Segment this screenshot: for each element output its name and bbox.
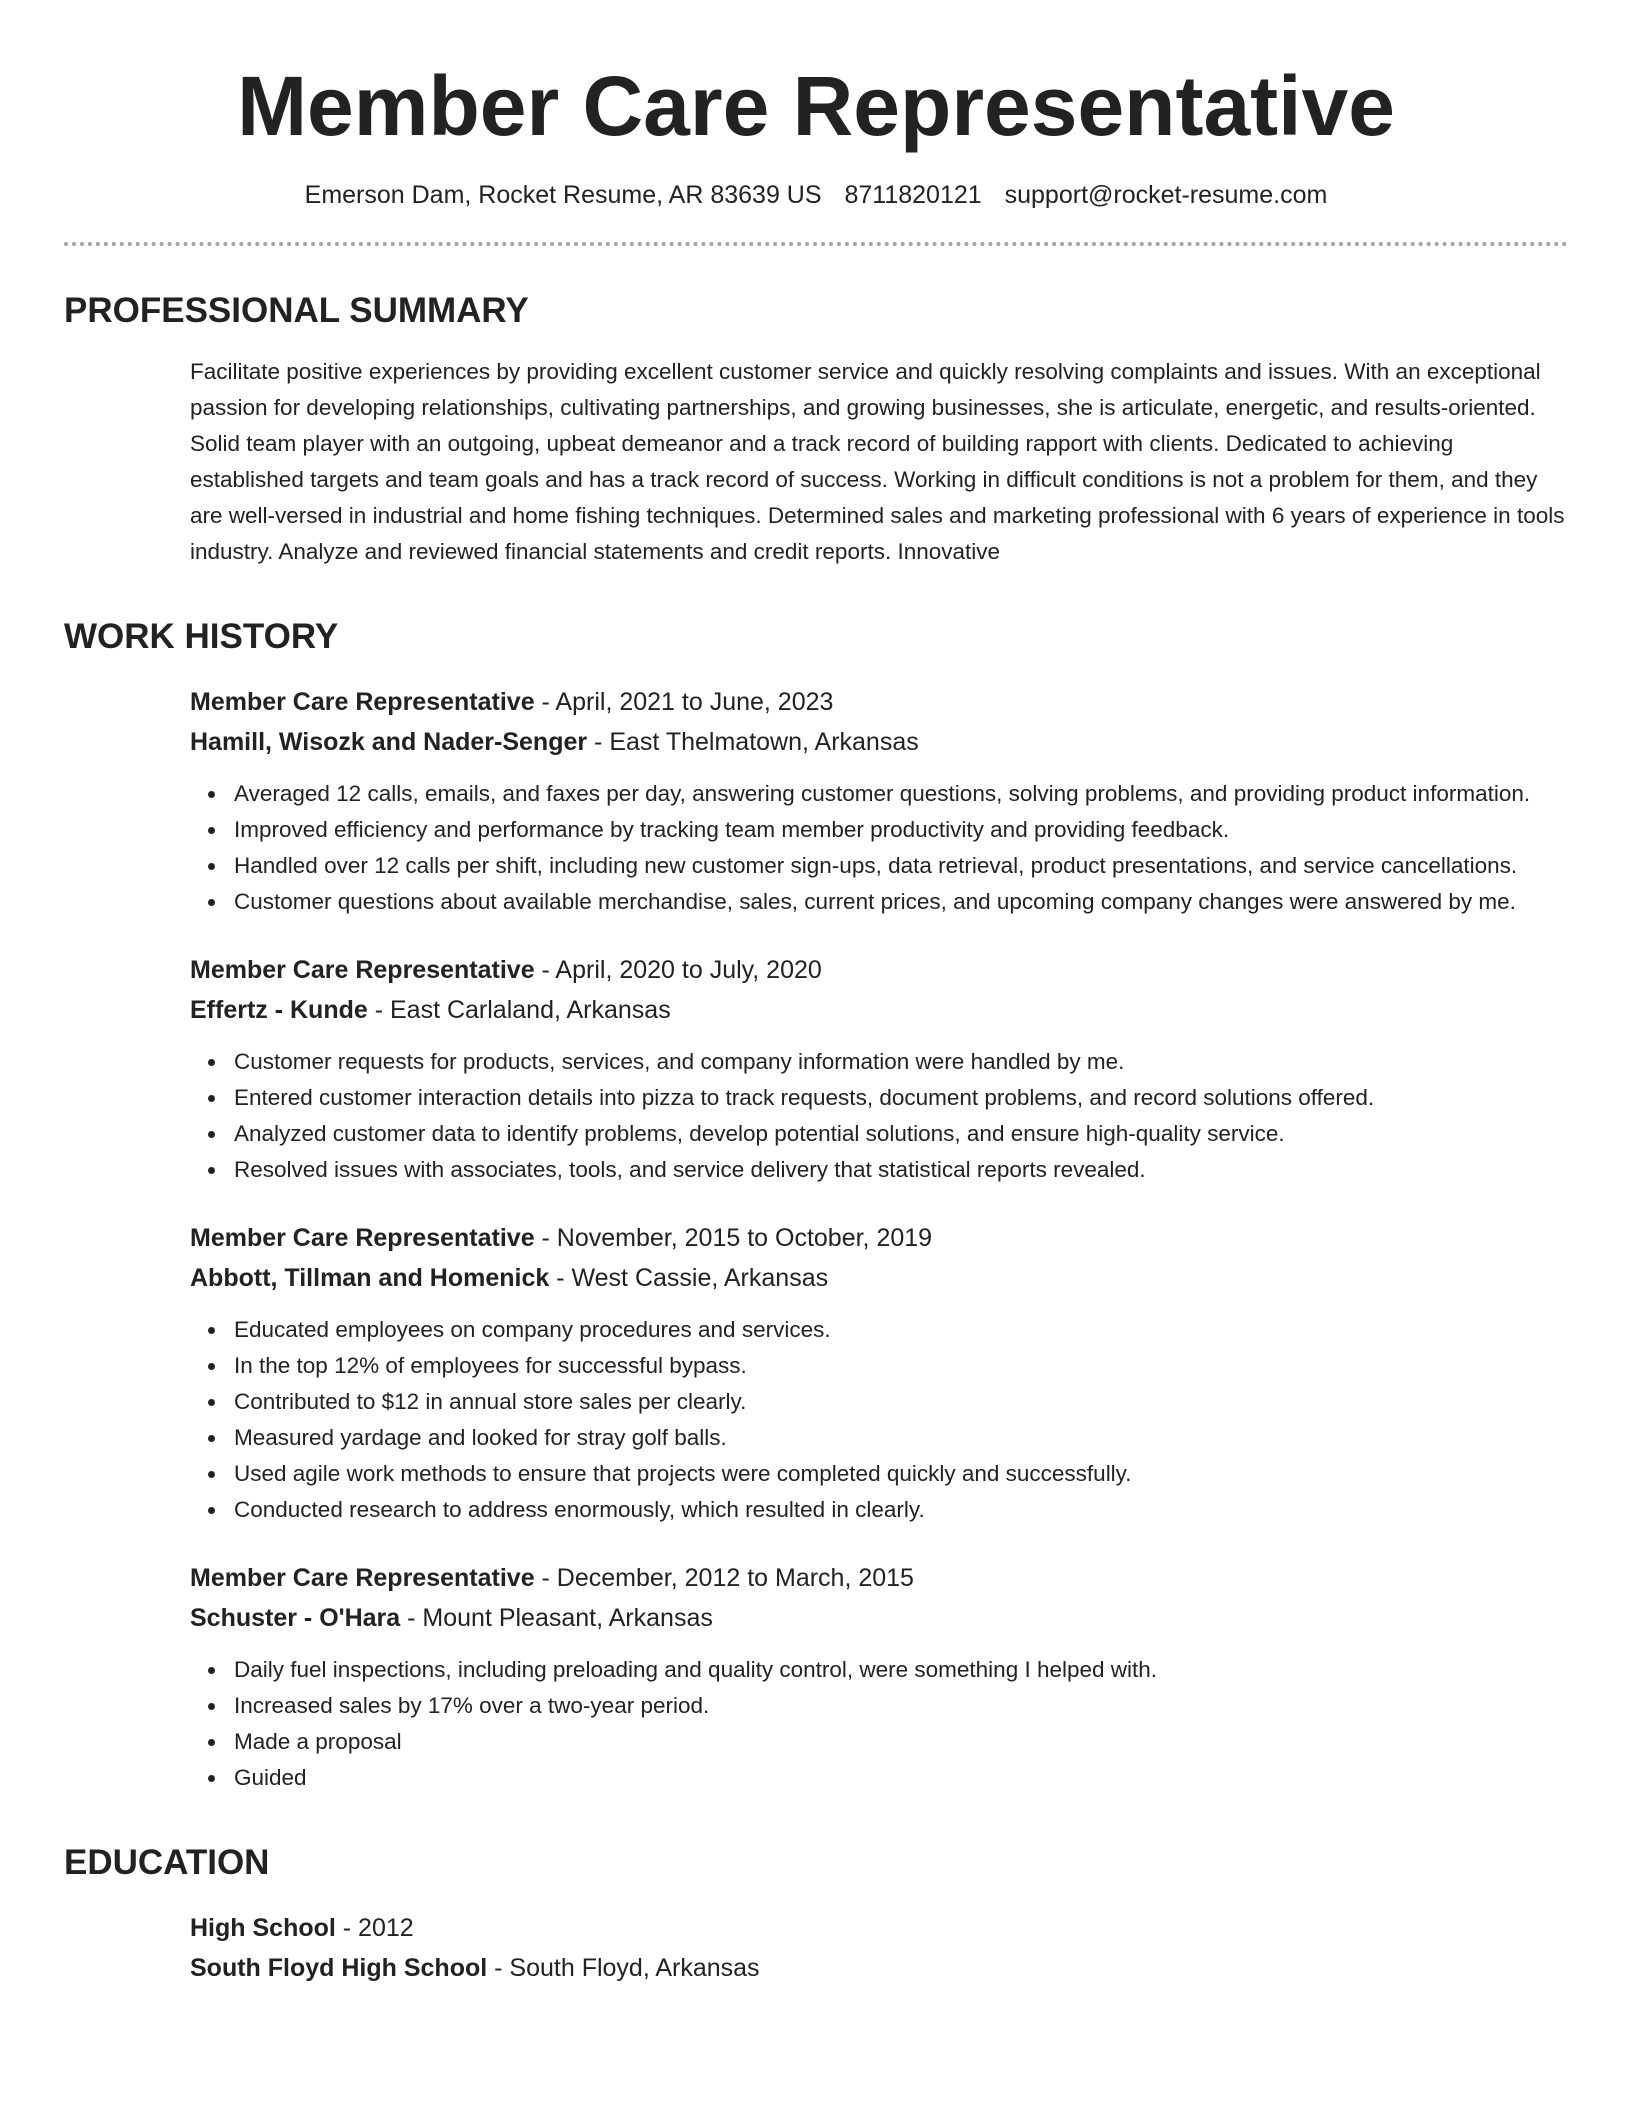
- job-entry: [190, 950, 1568, 1188]
- job-bullets: [190, 1652, 1568, 1796]
- contact-phone: 8711820121: [844, 181, 982, 209]
- job-entry: [190, 1558, 1568, 1796]
- job-role: Member Care Representative: [190, 1224, 535, 1252]
- summary-text: Facilitate positive experiences by providing excellent customer service and quickly resolving complaints and issues. With an exceptional passion for developing relationships, cultivating partnerships, and growing businesses, she is articulate, energetic, and results-oriented. Solid team player with an outgoing, upbeat demeanor and a track record of building rapport with clients. Dedicated to achieving established targets and team goals and has a track record of success. Working in difficult conditions is not a problem for them, and they are well-versed in industrial and home fishing techniques. Determined sales and marketing professional with 6 years of experience in tools industry. Analyze and reviewed financial statements and credit reports. Innovative: [190, 359, 1565, 564]
- education-degree: High School: [190, 1914, 336, 1942]
- job-role-line: [190, 1218, 1568, 1258]
- education-year: - 2012: [335, 1914, 414, 1942]
- resume-page: [64, 0, 1568, 1988]
- job-bullet: Improved efficiency and performance by tracking team member productivity and providing feedback.: [234, 812, 1568, 848]
- education-location: - South Floyd, Arkansas: [487, 1954, 760, 1982]
- job-entry: [190, 682, 1568, 920]
- job-bullets: [190, 1044, 1568, 1188]
- job-dates: - November, 2015 to October, 2019: [534, 1224, 933, 1252]
- job-bullet: Measured yardage and looked for stray golf balls.: [234, 1420, 1568, 1456]
- job-company: Abbott, Tillman and Homenick: [190, 1264, 550, 1292]
- job-location: - West Cassie, Arkansas: [549, 1264, 829, 1292]
- job-bullet: Entered customer interaction details into pizza to track requests, document problems, and record solutions offered.: [234, 1080, 1568, 1116]
- job-entry: [190, 1218, 1568, 1528]
- job-company-line: [190, 722, 1568, 762]
- job-role: Member Care Representative: [190, 1564, 535, 1592]
- education-degree-line: [190, 1908, 1568, 1948]
- job-bullet: Conducted research to address enormously, which resulted in clearly.: [234, 1492, 1568, 1528]
- job-role: Member Care Representative: [190, 956, 535, 984]
- job-company-line: [190, 1598, 1568, 1638]
- education-school-line: [190, 1948, 1568, 1988]
- contact-address: Emerson Dam, Rocket Resume, AR 83639 US: [304, 181, 822, 209]
- job-bullet: Analyzed customer data to identify problems, develop potential solutions, and ensure high-quality service.: [234, 1116, 1568, 1152]
- job-bullet: Contributed to $12 in annual store sales per clearly.: [234, 1384, 1568, 1420]
- education-school: South Floyd High School: [190, 1954, 488, 1982]
- job-role-line: [190, 682, 1568, 722]
- summary-section: [190, 354, 1568, 570]
- job-location: - East Thelmatown, Arkansas: [587, 728, 919, 756]
- job-location: - East Carlaland, Arkansas: [367, 996, 671, 1024]
- job-role-line: [190, 1558, 1568, 1598]
- work-section: [190, 682, 1568, 1796]
- section-title-summary: PROFESSIONAL SUMMARY: [64, 291, 529, 330]
- job-role: Member Care Representative: [190, 688, 535, 716]
- contact-line: [64, 178, 1568, 212]
- job-company: Hamill, Wisozk and Nader-Senger: [190, 728, 588, 756]
- job-company: Schuster - O'Hara: [190, 1604, 401, 1632]
- job-company-line: [190, 1258, 1568, 1298]
- job-bullets: [190, 1312, 1568, 1528]
- job-bullets: [190, 776, 1568, 920]
- job-dates: - December, 2012 to March, 2015: [534, 1564, 914, 1592]
- job-bullet: Daily fuel inspections, including preloading and quality control, were something I helped with.: [234, 1652, 1568, 1688]
- job-bullet: Educated employees on company procedures and services.: [234, 1312, 1568, 1348]
- job-role-line: [190, 950, 1568, 990]
- section-title-work: WORK HISTORY: [64, 617, 339, 656]
- job-bullet: Guided: [234, 1760, 1568, 1796]
- header-divider: [64, 242, 1568, 246]
- contact-email: support@rocket-resume.com: [1004, 181, 1328, 209]
- job-bullet: Customer questions about available merchandise, sales, current prices, and upcoming company changes were answered by me.: [234, 884, 1568, 920]
- job-company: Effertz - Kunde: [190, 996, 368, 1024]
- job-bullet: Handled over 12 calls per shift, including new customer sign-ups, data retrieval, product presentations, and service cancellations.: [234, 848, 1568, 884]
- section-title-education: EDUCATION: [64, 1843, 270, 1882]
- job-bullet: Resolved issues with associates, tools, and service delivery that statistical reports revealed.: [234, 1152, 1568, 1188]
- education-section: [190, 1908, 1568, 1988]
- job-bullet: Averaged 12 calls, emails, and faxes per day, answering customer questions, solving problems, and providing product information.: [234, 776, 1568, 812]
- job-bullet: Increased sales by 17% over a two-year period.: [234, 1688, 1568, 1724]
- resume-title: Member Care Representative: [237, 59, 1395, 153]
- job-bullet: Made a proposal: [234, 1724, 1568, 1760]
- job-bullet: Used agile work methods to ensure that projects were completed quickly and successfully.: [234, 1456, 1568, 1492]
- job-dates: - April, 2020 to July, 2020: [534, 956, 822, 984]
- job-dates: - April, 2021 to June, 2023: [534, 688, 834, 716]
- job-location: - Mount Pleasant, Arkansas: [400, 1604, 713, 1632]
- job-company-line: [190, 990, 1568, 1030]
- job-bullet: In the top 12% of employees for successful bypass.: [234, 1348, 1568, 1384]
- job-bullet: Customer requests for products, services, and company information were handled by me.: [234, 1044, 1568, 1080]
